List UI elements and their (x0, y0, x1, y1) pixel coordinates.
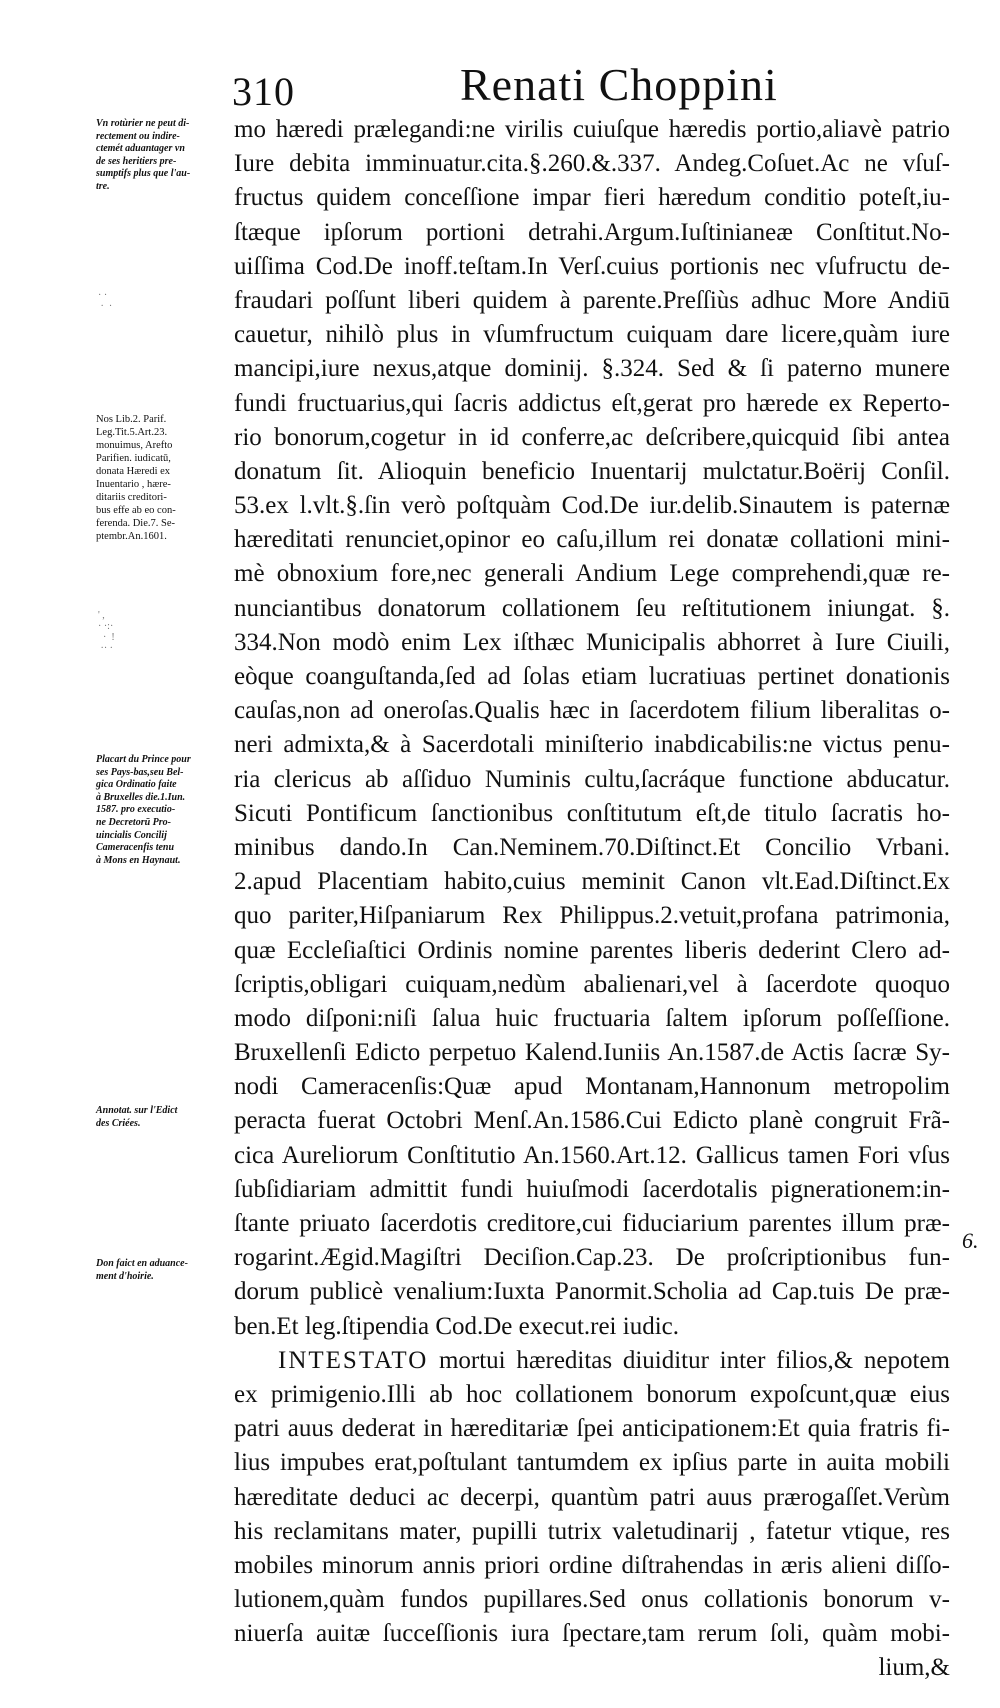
body-line: ria clericus ab aſſiduo Numinis cultu,ſacráque functione abducatur. (234, 765, 950, 793)
body-line: ſtæque ipſorum portioni detrahi.Argum.Iuſtinianeæ Conſtitut.No- (234, 218, 950, 246)
body-line: nunciantibus donatorum collationem ſeu reſtitutionem iniungat. §. (234, 594, 950, 622)
body-line: minibus dando.In Can.Neminem.70.Diſtinct.Et Concilio Vrbani. (234, 833, 950, 861)
body-line: nodi Cameracenſis:Quæ apud Montanam,Hannonum metropolim (234, 1073, 950, 1101)
body-line: Iure debita imminuatur.cita.§.260.&.337. Andeg.Coſuet.Ac ne vſuſ- (234, 150, 950, 178)
margin-note-annotat: Annotat. sur l'Edict des Criées. (96, 1105, 178, 1129)
body-line: modo diſponi:niſi ſalua huic fructuaria ſaltem ipſorum poſſeſſione. (234, 1004, 950, 1032)
body-line: mo hæredi prælegandi:ne virilis cuiuſque hæredis portio,aliavè patrio (234, 116, 950, 143)
body-line: cauetur, nihilò plus in vſumfructum cuiquam dare licere,quàm iure (234, 321, 950, 349)
body-line: 334.Non modò enim Lex iſthæc Municipalis abhorret à Iure Ciuili, (234, 628, 950, 656)
body-line: hæreditati renunciet,opinor eo caſu,illum rei donatæ collationi mini- (234, 526, 950, 554)
ink-smudge-1: · · · · (98, 290, 113, 312)
body-line: cauſas,non ad oneroſas.Qualis hæc in ſacerdotem filium liberalitas o- (234, 697, 950, 725)
body-line: quæ Eccleſiaſtici Ordinis nomine parentes liberis dederint Clero ad- (234, 936, 950, 964)
body-line: fraudari poſſunt liberi quidem à parente.Preſſiùs adhuc More Andiū (234, 286, 950, 314)
body-line: mancipi,iure nexus,atque dominij. §.324. Sed & ſi paterno munere (234, 355, 950, 383)
body-line: ſubſidiariam admittit fundi huiuſmodi ſacerdotalis pignerationem:in- (234, 1175, 950, 1203)
body-line: mè obnoxium fore,nec generali Andium Lege comprehendi,quæ re- (234, 560, 950, 588)
body-line: fundi fructuarius,qui ſacris addictus eſt,gerat pro hærede ex Reperto- (234, 389, 950, 417)
body-line: ex primigenio.Illi ab hoc collationem bonorum expoſcunt,quæ eius (234, 1380, 950, 1408)
body-line: ben.Et leg.ſtipendia Cod.De execut.rei iudic. (234, 1312, 679, 1340)
body-line: donatum ſit. Alioquin beneficio Inuentarij mulctatur.Boërij Conſil. (234, 457, 950, 485)
body-line: peracta fuerat Octobri Menſ.An.1586.Cui Edicto planè congruit Frã- (234, 1107, 950, 1135)
body-line-catchword: lium,& (878, 1654, 950, 1682)
body-line: mobiles minorum annis priori ordine diſtrahendas in æris alieni diſſo- (234, 1551, 950, 1579)
body-line: lutionem,quàm fundos pupillares.Sed onus collationis bonorum v- (234, 1586, 950, 1614)
body-line: Bruxellenſi Edicto perpetuo Kalend.Iuniis An.1587.de Actis ſacræ Sy- (234, 1039, 950, 1067)
body-line: patri auus dederat in hæreditariæ ſpei anticipationem:Et quia fratris fi- (234, 1415, 950, 1443)
body-line: neri admixta,& à Sacerdotali miniſterio inabdicabilis:ne victus penu- (234, 731, 950, 759)
body-line: 53.ex l.vlt.§.ſin verò poſtquàm Cod.De iur.delib.Sinautem is paternæ (234, 492, 950, 520)
body-line: quo pariter,Hiſpaniarum Rex Philippus.2.vetuit,profana patrimonia, (234, 902, 950, 930)
page-number: 310 (232, 69, 295, 114)
body-line: fructus quidem conceſſione impar fieri hæredum conditio poteſt,iu- (234, 184, 950, 212)
body-line: eòque coanguſtanda,ſed ad ſolas etiam lucratiuas pertinet donationis (234, 663, 950, 690)
running-title: Renati Choppini (460, 59, 778, 110)
body-line: ſtante priuato ſacerdotis creditore,cui fiduciarium parentes illum præ- (234, 1210, 950, 1237)
margin-note-nos-lib: Nos Lib.2. Parif. Leg.Tit.5.Art.23. monuimus, Arefto Parifien. iudicatū, donata Hæredi ex Inuentario , hære- ditariis creditori- bus effe ab eo con- ferenda. Die.7. Se- ptembr.An.1601. (96, 414, 176, 542)
body-line: cica Aureliorum Conſtitutio An.1560.Art.12. Gallicus tamen Fori vſus (234, 1141, 950, 1169)
body-text (234, 113, 950, 1686)
body-line: dorum publicè venalium:Iuxta Panormit.Scholia ad Cap.tuis De præ- (234, 1278, 950, 1306)
ink-smudge-2: ' , · ·:· · ! ·· · (98, 610, 115, 654)
body-line: 2.apud Placentiam habito,cuius meminit Canon vlt.Ead.Diſtinct.Ex (234, 868, 950, 896)
body-line: rogarint.Ægid.Magiſtri Deciſion.Cap.23. De proſcriptionibus fun- (234, 1244, 950, 1272)
margin-note-placart: Placart du Prince pour ses Pays-bas,seu Bel- gica Ordinatio faite à Bruxelles die.1.Iun. 1587. pro executio- ne Decretorū Pro- uincialis Concilij Cameracenfis tenu à Mons en Haynaut. (96, 754, 191, 866)
body-line: niuerſa auitæ ſucceſſionis iura ſpectare,tam rerum ſoli, quàm mobi- (234, 1620, 950, 1648)
body-line: ſcriptis,obligari cuiquam,nedùm abalienari,vel à ſacerdote quoquo (234, 970, 950, 998)
margin-note-rotourier: Vn rotùrier ne peut di- rectement ou indire- ctemét aduantager vn de ses heritiers pre- sumptifs plus que l'au- tre. (96, 118, 191, 192)
paragraph-marker: 6. (962, 1228, 979, 1253)
paragraph-opening-line: INTESTATO mortui hæreditas diuiditur inter filios,& nepotem (278, 1346, 950, 1374)
body-line: hæreditate deduci ac decerpi, quantùm patri auus prærogaſſet.Verùm (234, 1483, 950, 1511)
margin-note-don-faict: Don faict en aduance- ment d'hoirie. (96, 1258, 188, 1282)
body-line: rio bonorum,cogetur in id conferre,ac deſcribere,quicquid ſibi antea (234, 423, 950, 451)
body-line: Sicuti Pontificum ſanctionibus conſtitutum eſt,de titulo ſacratis ho- (234, 799, 950, 827)
body-line: uiſſima Cod.De inoff.teſtam.In Verſ.cuius portionis nec vſufructu de- (234, 252, 950, 280)
body-line: his reclamitans mater, pupilli tutrix valetudinarij , fatetur vtique, res (234, 1517, 950, 1545)
body-line: lius impubes erat,poſtulant tantumdem ex ipſius parte in auita mobili (234, 1449, 950, 1477)
paragraph-opening-word: INTESTATO (278, 1346, 429, 1374)
